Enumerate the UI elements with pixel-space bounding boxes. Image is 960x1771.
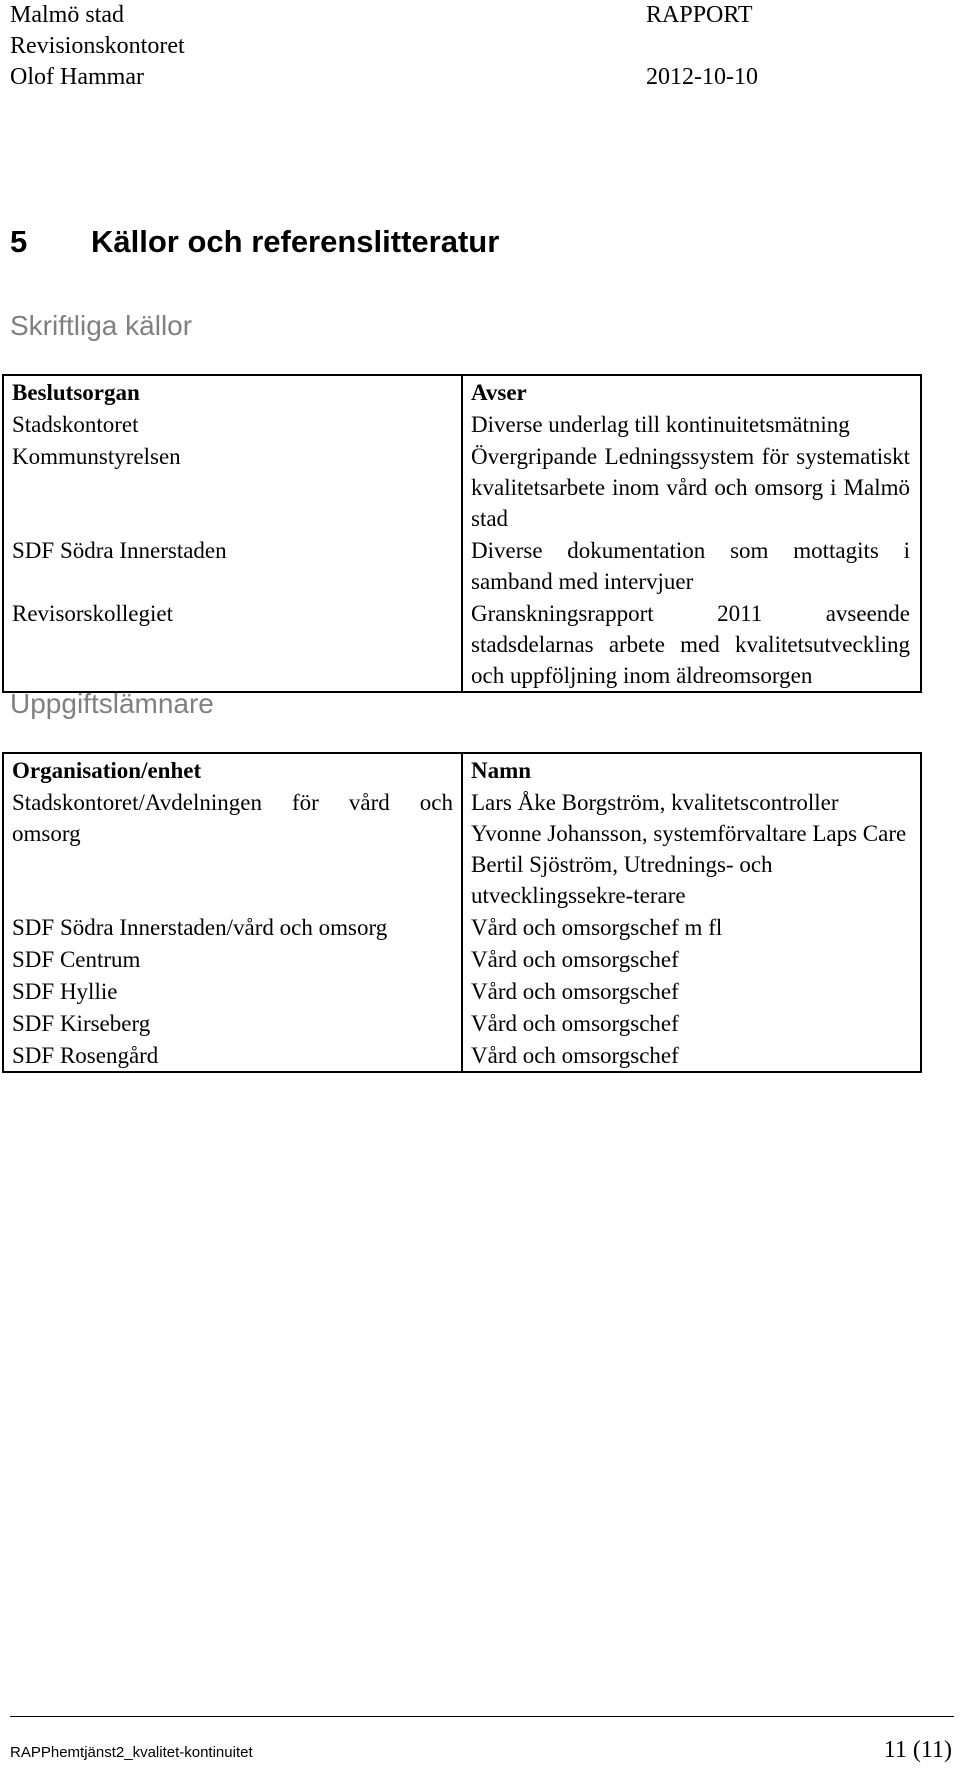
written-sources-heading: Skriftliga källor	[10, 310, 193, 341]
subject-cell: Granskningsrapport 2011 avseende stadsdelarnas arbete med kvalitetsutveckling och uppföljning inom äldreomsorgen	[462, 597, 921, 692]
decision-body-cell: SDF Södra Innerstaden	[12, 538, 227, 563]
informant-name: Lars Åke Borgström, kvalitetscontroller	[471, 790, 839, 815]
name-cell: Vård och omsorgschef	[462, 1007, 921, 1039]
header-author: Olof Hammar	[10, 64, 144, 90]
informant-name: Yvonne Johansson, systemförvaltare Laps Care	[471, 821, 907, 846]
table-row	[3, 975, 921, 1007]
subject-cell: Diverse dokumentation som mottagits i samband med intervjuer	[462, 534, 921, 597]
header-date: 2012-10-10	[646, 64, 758, 90]
table-row	[3, 408, 921, 440]
name-cell: Vård och omsorgschef	[462, 975, 921, 1007]
table-row	[3, 943, 921, 975]
section-number: 5	[10, 224, 28, 259]
table-row	[3, 786, 921, 911]
table-row	[3, 1039, 921, 1072]
column-header-subject: Avser	[462, 375, 921, 408]
footer-divider	[10, 1716, 954, 1717]
table-header-row	[3, 375, 921, 408]
organisation-cell: SDF Kirseberg	[12, 1011, 151, 1036]
footer-page-number: 11 (11)	[883, 1737, 952, 1763]
table-row	[3, 440, 921, 534]
header-org: Malmö stad	[10, 2, 124, 28]
decision-body-cell: Kommunstyrelsen	[12, 444, 181, 469]
header-doc-type: RAPPORT	[646, 2, 753, 28]
subject-cell: Diverse underlag till kontinuitetsmätning	[462, 408, 921, 440]
footer-filename: RAPPhemtjänst2_kvalitet-kontinuitet	[10, 1744, 253, 1761]
informants-heading: Uppgiftslämnare	[10, 688, 214, 719]
decision-body-cell: Revisorskollegiet	[12, 601, 173, 626]
written-sources-table	[2, 374, 922, 693]
names-cell	[462, 786, 921, 911]
table-row	[3, 911, 921, 943]
column-header-body: Beslutsorgan	[12, 380, 140, 405]
table-header-row	[3, 753, 921, 786]
header-department: Revisionskontoret	[10, 33, 185, 59]
section-title: Källor och referenslitteratur	[91, 224, 500, 259]
section-heading	[10, 222, 499, 262]
decision-body-cell: Stadskontoret	[12, 412, 139, 437]
organisation-cell: SDF Rosengård	[12, 1043, 159, 1068]
name-cell: Vård och omsorgschef m fl	[462, 911, 921, 943]
organisation-cell: SDF Södra Innerstaden/vård och omsorg	[12, 915, 388, 940]
name-cell: Vård och omsorgschef	[462, 1039, 921, 1072]
informants-table	[2, 752, 922, 1073]
table-row	[3, 1007, 921, 1039]
organisation-cell: SDF Centrum	[12, 947, 141, 972]
name-cell: Vård och omsorgschef	[462, 943, 921, 975]
table-row	[3, 597, 921, 692]
subject-cell: Övergripande Ledningssystem för systematiskt kvalitetsarbete inom vård och omsorg i Malmö stad	[462, 440, 921, 534]
table-row	[3, 534, 921, 597]
column-header-organisation: Organisation/enhet	[12, 758, 202, 783]
page-header	[10, 0, 910, 93]
organisation-cell: SDF Hyllie	[12, 979, 118, 1004]
organisation-cell: Stadskontoret/Avdelningen för vård och omsorg	[12, 790, 453, 846]
informant-name: Bertil Sjöström, Utrednings- och utvecklingssekre-terare	[471, 852, 773, 908]
column-header-name: Namn	[462, 753, 921, 786]
